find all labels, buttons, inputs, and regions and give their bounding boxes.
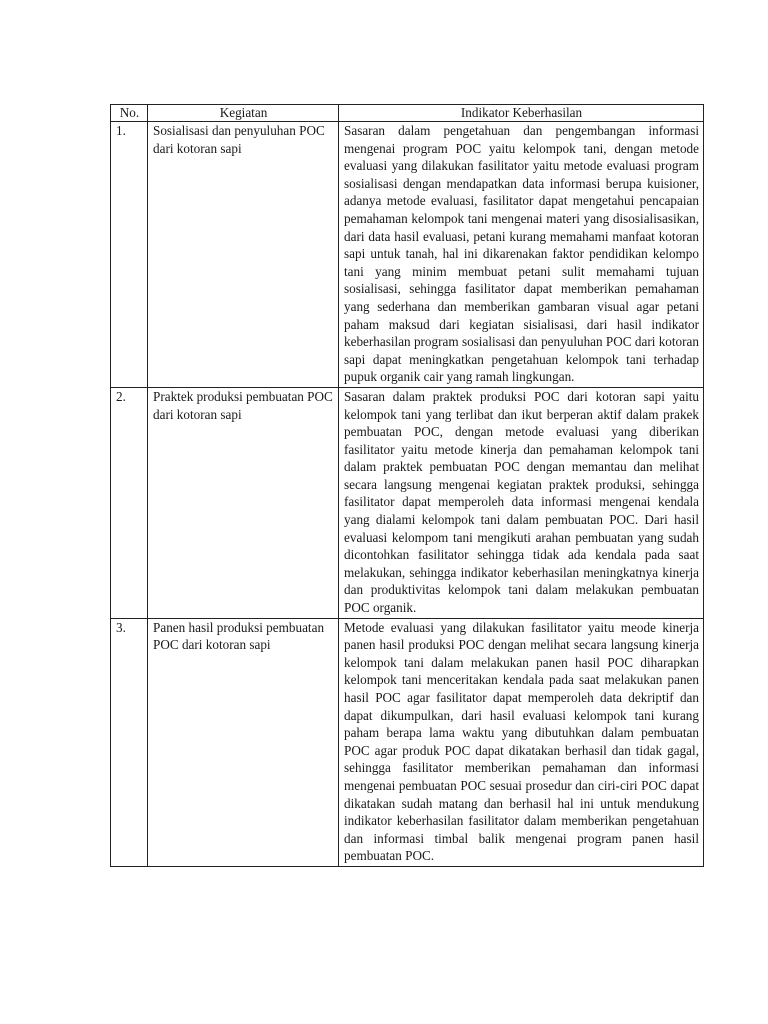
row-kegiatan: Panen hasil produksi pembuatan POC dari kotoran sapi	[148, 618, 339, 866]
header-indikator: Indikator Keberhasilan	[339, 105, 704, 122]
header-no: No.	[111, 105, 148, 122]
row-number: 1.	[111, 122, 148, 388]
table-row	[111, 618, 704, 866]
table-body	[111, 122, 704, 867]
row-indikator: Sasaran dalam pengetahuan dan pengembangan informasi mengenai program POC yaitu kelompok tani, dengan metode evaluasi yang dilakukan fasilitator yaitu metode evaluasi program sosialisasi dengan mendapatkan data informasi berupa kuisioner, adanya metode evaluasi, fasilitator dapat mengetahui pencapaian pemahaman kelompok tani mengenai materi yang disosialisasikan, dari data hasil evaluasi, petani kurang memahami manfaat kotoran sapi untuk tanah, hal ini dikarenakan faktor pendidikan kelompo tani yang minim membuat petani sulit memahami tujuan sosialisasi, sehingga fasilitator dapat memberikan pemahaman yang sederhana dan memberikan gambaran visual agar petani paham maksud dari kegiatan sisialisasi, dari hasil indikator keberhasilan program sosialisasi dan penyuluhan POC dari kotoran sapi dapat meningkatkan pengetahuan kelompok tani terhadap pupuk organik cair yang ramah lingkungan.	[339, 122, 704, 388]
row-kegiatan: Sosialisasi dan penyuluhan POC dari kotoran sapi	[148, 122, 339, 388]
row-indikator: Sasaran dalam praktek produksi POC dari kotoran sapi yaitu kelompok tani yang terlibat dan ikut berperan aktif dalam prakek pembuatan POC, dengan metode evaluasi yang diberikan fasilitator yaitu metode kinerja dan pemahaman kelompok tani dalam praktek pembuatan POC dengan memantau dan melihat secara langsung mengenai kegiatan praktek produksi, sehingga fasilitator dapat memperoleh data informasi mengenai kendala yang dialami kelompok tani dalam pembuatan POC. Dari hasil evaluasi kelompom tani mengikuti arahan pembuatan yang sudah dicontohkan fasilitator sehingga tidak ada kendala pada saat melakukan, sehingga indikator keberhasilan meningkatnya kinerja dan produktivitas kelompok tani dalam melakukan pembuatan POC organik.	[339, 387, 704, 618]
table-row	[111, 122, 704, 388]
table-header	[111, 105, 704, 122]
table-row	[111, 387, 704, 618]
row-indikator: Metode evaluasi yang dilakukan fasilitator yaitu meode kinerja panen hasil produksi POC dengan melihat secara langsung kinerja kelompok tani dalam melakukan panen hasil POC diharapkan kelompok tani menceritakan kendala pada saat melakukan panen hasil POC agar fasilitator dapat memperoleh data dekriptif dan dapat dikumpulkan, dari hasil evaluasi kelompok tani kurang paham berapa lama waktu yang dibutuhkan dalam pembuatan POC agar produk POC dapat dikatakan berhasil dan tidak gagal, sehingga fasilitator memberikan pemahaman dan informasi mengenai pembuatan POC sesuai prosedur dan ciri-ciri POC dapat dikatakan sudah matang dan berhasil hal ini untuk mendukung indikator keberhasilan fasilitator dalam memberikan pengetahuan dan informasi timbal balik mengenai program panen hasil pembuatan POC.	[339, 618, 704, 866]
row-number: 2.	[111, 387, 148, 618]
row-number: 3.	[111, 618, 148, 866]
row-kegiatan: Praktek produksi pembuatan POC dari kotoran sapi	[148, 387, 339, 618]
header-kegiatan: Kegiatan	[148, 105, 339, 122]
header-row	[111, 105, 704, 122]
evaluation-table	[110, 104, 704, 867]
document-page	[110, 104, 703, 867]
